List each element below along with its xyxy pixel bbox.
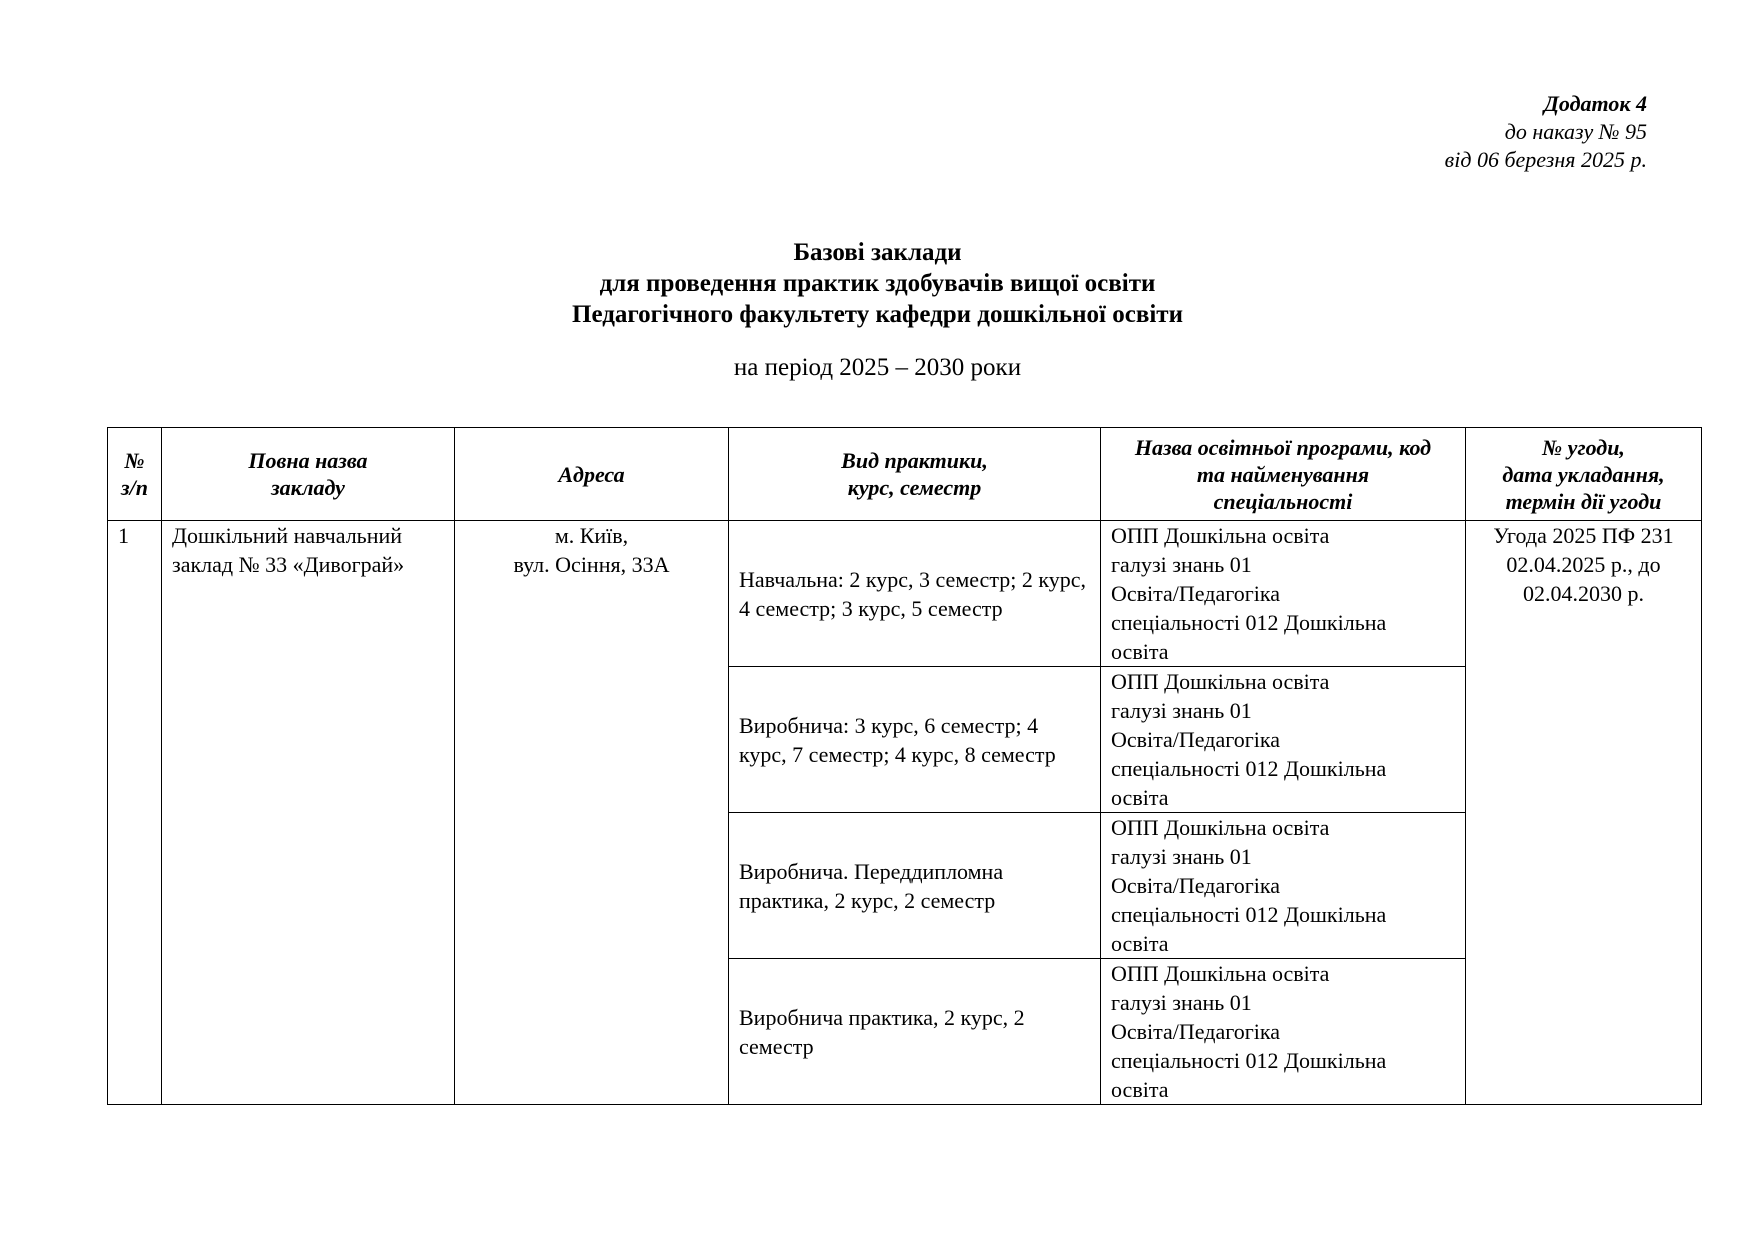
practice-program-cell (1101, 959, 1466, 1105)
document-title (0, 237, 1755, 330)
practice-program-cell (1101, 521, 1466, 667)
program-line: освіта (1111, 1077, 1169, 1102)
program-line: галузі знань 01 (1111, 698, 1252, 723)
practice-kind: Навчальна: 2 курс, 3 семестр; 2 курс, 4 семестр; 3 курс, 5 семестр (739, 566, 1086, 621)
institution-address-city: м. Київ, (554, 523, 629, 548)
program-line: Освіта/Педагогіка (1111, 727, 1280, 752)
document-title-line-2: для проведення практик здобувачів вищої освіти (599, 270, 1156, 297)
header-program (1101, 428, 1466, 521)
header-address-line-1: Адреса (558, 461, 625, 487)
header-name-line-1: Повна назва (248, 448, 368, 473)
institution-name: Дошкільний навчальний заклад № 33 «Дивограй» (172, 523, 405, 577)
program-line: Освіта/Педагогіка (1111, 581, 1280, 606)
program-line: Освіта/Педагогіка (1111, 1019, 1280, 1044)
header-program-line-1: Назва освітньої програми, код (1134, 434, 1432, 460)
header-name (162, 428, 455, 521)
annex-title: Додаток 4 (1543, 91, 1647, 116)
annex-block (1445, 90, 1647, 174)
header-kind-line-2: курс, семестр (847, 475, 982, 500)
practice-kind: Виробнича: 3 курс, 6 семестр; 4 курс, 7 семестр; 4 курс, 8 семестр (739, 712, 1056, 767)
agreement-cell (1466, 521, 1702, 1105)
institution-number: 1 (118, 523, 129, 548)
program-line: освіта (1111, 931, 1169, 956)
institution-address-cell (455, 521, 729, 1105)
program-line: спеціальності 012 Дошкільна (1111, 610, 1387, 635)
header-kind-line-1: Вид практики, (841, 448, 988, 473)
header-address (455, 428, 729, 521)
program-line: галузі знань 01 (1111, 990, 1252, 1015)
program-line: спеціальності 012 Дошкільна (1111, 902, 1387, 927)
header-num-line-2: з/п (121, 475, 148, 500)
institution-address-street: вул. Осіння, 33А (513, 552, 670, 577)
header-num-line-1: № (124, 448, 145, 473)
practice-kind-cell (729, 959, 1101, 1105)
annex-date-line: від 06 березня 2025 р. (1444, 147, 1647, 172)
practice-bases-table (107, 427, 1702, 1105)
program-line: Освіта/Педагогіка (1111, 873, 1280, 898)
header-program-line-3: спеціальності (1213, 488, 1353, 514)
program-line: освіта (1111, 785, 1169, 810)
header-name-line-2: закладу (271, 475, 345, 500)
program-line: спеціальності 012 Дошкільна (1111, 1048, 1387, 1073)
document-title-line-3: Педагогічного факультету кафедри дошкільної освіти (572, 301, 1183, 328)
practice-program-cell (1101, 667, 1466, 813)
header-kind (729, 428, 1101, 521)
table-header-row (108, 428, 1702, 521)
agreement-text: Угода 2025 ПФ 231 02.04.2025 р., до 02.04.2030 р. (1493, 523, 1674, 606)
document-title-line-1: Базові заклади (793, 239, 962, 266)
header-agreement-line-3: термін дії угоди (1505, 488, 1662, 514)
program-line: освіта (1111, 639, 1169, 664)
practice-kind-cell (729, 521, 1101, 667)
header-agreement-line-1: № угоди, (1542, 434, 1625, 460)
program-line: спеціальності 012 Дошкільна (1111, 756, 1387, 781)
practice-program-cell (1101, 813, 1466, 959)
program-line: ОПП Дошкільна освіта (1111, 669, 1330, 694)
period-subtitle: на період 2025 – 2030 роки (733, 354, 1022, 381)
practice-kind-cell (729, 813, 1101, 959)
institution-number-cell (108, 521, 162, 1105)
program-line: галузі знань 01 (1111, 552, 1252, 577)
institution-name-cell (162, 521, 455, 1105)
program-line: ОПП Дошкільна освіта (1111, 815, 1330, 840)
program-line: ОПП Дошкільна освіта (1111, 523, 1330, 548)
header-num (108, 428, 162, 521)
table-row (108, 521, 1702, 667)
program-line: галузі знань 01 (1111, 844, 1252, 869)
header-program-line-2: та найменування (1196, 461, 1370, 487)
practice-kind: Виробнича практика, 2 курс, 2 семестр (739, 1004, 1025, 1059)
practice-kind-cell (729, 667, 1101, 813)
header-agreement-line-2: дата укладання, (1502, 461, 1665, 487)
practice-kind: Виробнича. Переддипломна практика, 2 курс, 2 семестр (739, 858, 1004, 913)
header-agreement (1466, 428, 1702, 521)
program-line: ОПП Дошкільна освіта (1111, 961, 1330, 986)
annex-order-line: до наказу № 95 (1504, 119, 1647, 144)
